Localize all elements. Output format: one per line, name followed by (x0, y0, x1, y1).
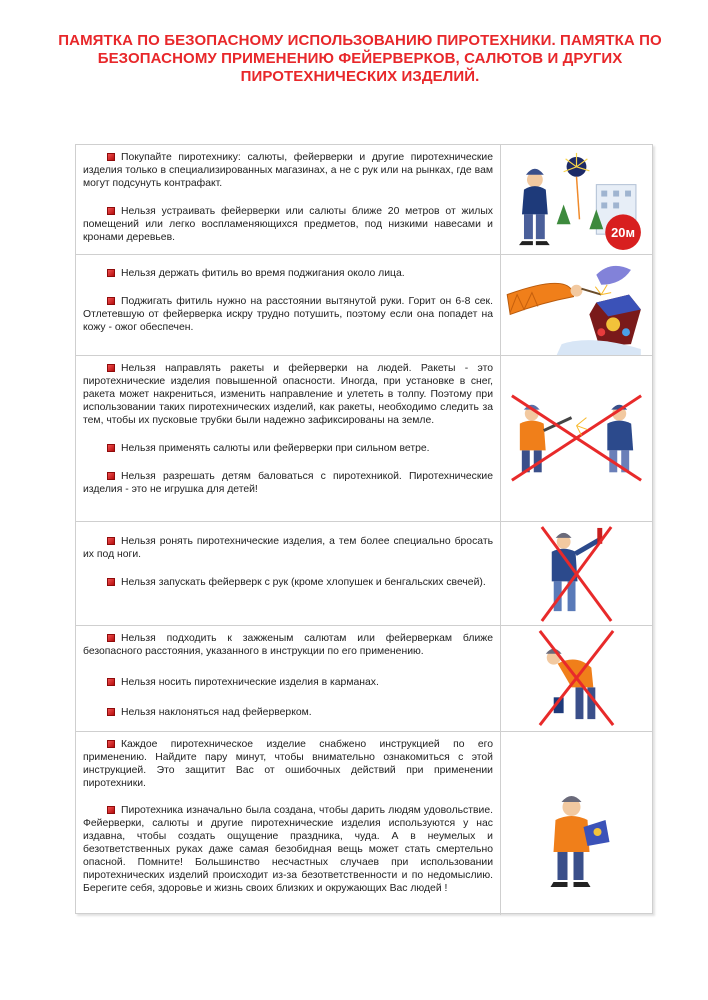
bullet-icon (107, 297, 115, 305)
bullet-icon (107, 806, 115, 814)
memo-row-2 (76, 255, 652, 356)
list-item: Нельзя носить пиротехнические изделия в карманах. (83, 676, 493, 689)
bullet-icon (107, 444, 115, 452)
bullet-icon (107, 634, 115, 642)
list-item: Поджигать фитиль нужно на расстоянии вытянутой руки. Горит он 6-8 сек. Отлетевшую от фейерверка искру трудно потушить, поэтому если она попадет на кожу - ожог обеспечен. (83, 296, 493, 333)
list-item: Нельзя запускать фейерверк с рук (кроме хлопушек и бенгальских свечей). (83, 576, 493, 589)
memo-row-3 (76, 356, 652, 522)
list-item: Нельзя подходить к зажженым салютам или фейерверкам ближе безопасного расстояния, указанного в инструкции по его применению. (83, 633, 493, 657)
bullet-icon (107, 472, 115, 480)
bullet-icon (107, 364, 115, 372)
list-item: Пиротехника изначально была создана, чтобы дарить людям удовольствие. Фейерверки, салюты и другие пиротехнические изделия используются у нас издавна, чтобы создать ощущение праздника, чуда. А в неумелых и безответственных руках даже самая безобидная вещь может стать смертельно опасной. Помните! Большинство несчастных случаев при использовании пиротехнических изделий происходит из-за безответственности и по недомыслию. Берегите себя, здоровье и жизнь своих близких и окружающих Вас людей ! (83, 805, 493, 894)
row-text (76, 626, 501, 731)
list-item: Нельзя направлять ракеты и фейерверки на людей. Ракеты - это пиротехнические изделия повышенной опасности. Иногда, при установке в снег, ракета может накрениться, изменить направление и улететь в толпу. Поэтому при использовании таких пиротехнических изделий, как ракеты, необходимо следить за тем, чтобы их пусковые трубки были надежно зафиксированы на земле. (83, 363, 493, 426)
row-text (76, 522, 501, 625)
list-item: Каждое пиротехническое изделие снабжено инструкцией по его применению. Найдите пару минут, чтобы внимательно ознакомиться с этой инструкцией. Это защитит Вас от ошибочных действий при применении пиротехники. (83, 739, 493, 789)
row-text (76, 145, 501, 254)
crossed-out-hand-launch-icon (501, 522, 652, 625)
boy-reading-instructions-icon (501, 732, 652, 915)
memo-row-1 (76, 145, 652, 255)
list-item: Нельзя применять салюты или фейерверки при сильном ветре. (83, 442, 493, 455)
bullet-icon (107, 678, 115, 686)
illustration-fireworks-distance (501, 145, 652, 254)
distance-badge: 20м (611, 225, 636, 241)
boy-with-fireworks-icon (501, 145, 652, 254)
illustration-lighting-fuse (501, 255, 652, 355)
crossed-out-leaning-icon (501, 626, 652, 731)
bullet-icon (107, 708, 115, 716)
hand-lighting-fuse-icon (501, 255, 652, 355)
list-item: Нельзя держать фитиль во время поджигания около лица. (83, 267, 493, 280)
bullet-icon (107, 537, 115, 545)
memo-row-4 (76, 522, 652, 626)
bullet-icon (107, 269, 115, 277)
illustration-boy-with-instructions (501, 732, 652, 915)
illustration-aiming-at-people (501, 356, 652, 521)
list-item: Нельзя наклоняться над фейерверком. (83, 706, 493, 719)
list-item: Нельзя разрешать детям баловаться с пиротехникой. Пиротехнические изделия - это не игрушка для детей! (83, 471, 493, 495)
illustration-leaning-over (501, 626, 652, 731)
memo-row-6 (76, 732, 652, 915)
safety-memo-table (75, 144, 653, 914)
row-text (76, 255, 501, 355)
illustration-launching-from-hands (501, 522, 652, 625)
row-text (76, 356, 501, 521)
row-text (76, 732, 501, 915)
bullet-icon (107, 578, 115, 586)
bullet-icon (107, 207, 115, 215)
page-title: ПАМЯТКА ПО БЕЗОПАСНОМУ ИСПОЛЬЗОВАНИЮ ПИРОТЕХНИКИ. ПАМЯТКА ПО БЕЗОПАСНОМУ ПРИМЕНЕНИЮ ФЕЙЕРВЕРКОВ, САЛЮТОВ И ДРУГИХ ПИРОТЕХНИЧЕСКИХ ИЗДЕЛИЙ. (58, 32, 662, 85)
crossed-out-aiming-icon (501, 356, 652, 521)
list-item: Нельзя устраивать фейерверки или салюты ближе 20 метров от жилых помещений или легко воспламеняющихся предметов, под низкими навесами и кронами деревьев. (83, 206, 493, 243)
bullet-icon (107, 153, 115, 161)
list-item: Покупайте пиротехнику: салюты, фейерверки и другие пиротехнические изделия только в специализированных магазинах, а не с рук или на рынках, где вам могут подсунуть контрафакт. (83, 152, 493, 189)
bullet-icon (107, 740, 115, 748)
memo-row-5 (76, 626, 652, 732)
list-item: Нельзя ронять пиротехнические изделия, а тем более специально бросать их под ноги. (83, 536, 493, 560)
